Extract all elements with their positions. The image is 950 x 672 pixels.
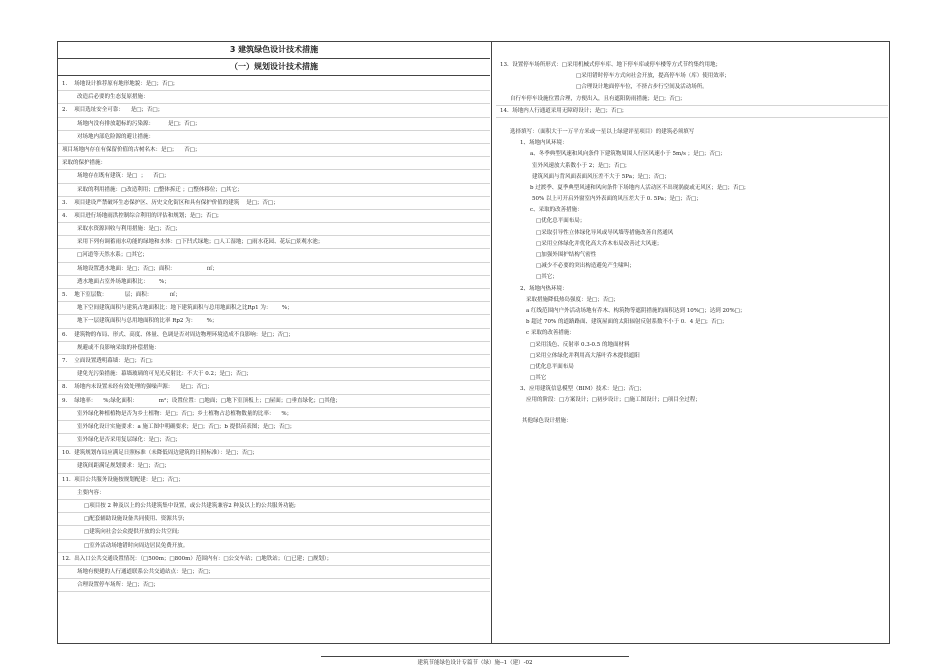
form-line: 采用下列有调蓄雨水功能的绿地和水体：□下凹式绿地；□人工湿地；□雨水花园、花坛□景观水池； (58, 236, 490, 249)
form-line: 12. 出入口公共交通设置情况：（□500m；□800m）范围内有：□公交车站；□地铁站；（□已建；□规划）； (58, 553, 490, 566)
form-line: 1. 场地设计推荐原有地形地貌：是□；否□； (58, 78, 490, 91)
form-line: □配套辅助设施设备共同使用、资源共享; (58, 513, 490, 526)
form-line: 场地有便捷的人行通道联系公共交通站点：是□；否□； (58, 566, 490, 579)
form-line: □项目按 2 种及以上的公共建筑集中设置，或公共建筑兼容2 种及以上的公共服务功能; (58, 500, 490, 513)
form-line: 10. 建筑规划布局应满足日照标准（未降低周边建筑的日照标准）：是□；否□； (58, 447, 490, 460)
form-line: 50% 以上可开启外窗室内外表面的风压差大于 0. 5Pa；是□；否□； (532, 196, 702, 203)
form-line: 建筑间距满足规划要求：是□；否□； (58, 460, 490, 473)
form-line: 对场地内部危险源的避让措施： (58, 131, 490, 144)
section-subtitle: （一）规划设计技术措施 (58, 59, 490, 76)
form-line: □优化总平面布局； (536, 218, 586, 225)
spacer (496, 407, 888, 416)
form-line: 1、场地内风环境： (520, 140, 568, 147)
form-line: 8. 场地内未设置未经有效处理的强噪声源： 是□；否□； (58, 381, 490, 394)
form-line: 场地存在既有建筑：是□ ； 否□； (58, 170, 490, 183)
form-line: 室外风速放大系数小于 2；是□；否□； (532, 162, 631, 169)
form-line: a 红线范围内户外活动场地有乔木、构筑物等遮阴措施的面积达到 10%□；达到 20%□； (526, 307, 746, 314)
spacer (496, 118, 888, 127)
form-line: □采用错时停车方式向社会开放，提高停车场（库）使用效率； (576, 73, 730, 80)
form-line: □采取引导性立体绿化导风或导风墙等措施改善自然通风 (536, 229, 674, 236)
form-line: 建免光污染措施：幕墙玻璃的可见光反射比：不大于 0.2；是□；否□； (58, 368, 490, 381)
form-line: 场地内没有排放超标的污染源： 是□；否□； (58, 118, 490, 131)
form-line: 3. 项目建设严禁破坏生态保护区、历史文化街区和具有保护价值的建筑 是□；否□； (58, 197, 490, 210)
form-line: 5. 地下室层数： 层；面积： ㎡； (58, 289, 490, 302)
form-line: □加强外围护结构气密性 (536, 252, 597, 258)
form-line: 项目场地内存在有保留价值的古树名木：是□； 否□； (58, 144, 490, 157)
form-line: 场地设置透水地面：是□；否□；面积： ㎡； (58, 263, 490, 276)
form-line: □其它 (530, 375, 547, 382)
form-line: 建筑风面与背风面表面风压差不大于 5Pa；是□；否□； (532, 173, 670, 180)
form-line: 7. 立面设置透明幕墙：是□；否□； (58, 355, 490, 368)
form-line: □河道等天然水系；□其它； (58, 249, 490, 262)
right-column (496, 42, 888, 643)
form-line: 地下一层建筑面积与总用地面积的比率 Rp2 为： %； (58, 315, 490, 328)
form-line: □合理设计地面停车位，不挤占步行空间及活动场所。 (576, 84, 708, 91)
form-line: a、冬季典型风速和风向条件下建筑物周围人行区风速小于 5m/s ；是□；否□； (530, 151, 726, 158)
form-line: 其他绿色设计措施： (522, 417, 572, 424)
form-line: 采取的保护措施： (58, 157, 490, 170)
form-line: □优化总平面布局 (530, 363, 574, 370)
form-line: b 过渡季、夏季典型风速和风向条件下场地内人活动区不出现涡旋或无风区；是□；否□； (530, 184, 750, 191)
form-line: 11. 项目公共服务设施按规划配建：是□；否□； (58, 474, 490, 487)
form-line: 3、应用建筑信息模型（BIM）技术：是□；否□； (520, 386, 645, 393)
form-line: 选择填写：（面积大于一万平方米或一星以上绿建评星项目）的建筑必须填写 (510, 128, 695, 135)
form-line: 主要内容： (58, 487, 490, 500)
form-line: 规避或不良影响采取的补偿措施： (58, 342, 490, 355)
form-line: 6. 建筑物的布局、形式、高度、体量、色调是否对周边物理环境造成不良影响：是□；否□； (58, 329, 490, 342)
form-line: 地下空间建筑面积与建筑占地面积比：地下建筑面积与总用地面积之比Rp1 为： %； (58, 302, 490, 315)
page-footer: 建筑节能绿色设计专篇节（绿）施--1（建）-02 (321, 656, 629, 669)
form-line: 自行车停车设施位置合理，方便出入，且有遮阳防雨措施；是□；否□； (496, 94, 888, 106)
left-column (58, 42, 490, 643)
form-line: 应用的阶段：□方案设计；□初步设计；□施工图设计；□项目全过程； (526, 397, 701, 404)
form-line: □减少不必要的突出构造避免产生啸叫； (536, 263, 635, 270)
form-line: c、采取的改善措施： (530, 207, 583, 214)
form-line: 9. 绿地率： %;绿化面积： m²；设置位置：□地面；□地下室顶板上；□屋面；□垂直绿化；□其他； (58, 395, 490, 408)
form-line: 透水地面占室外场地面积比： %； (58, 276, 490, 289)
form-line: 合理设置停车场所：是□；否□； (58, 579, 490, 592)
form-line: □室外活动场地错时向周边居民免费开放。 (58, 540, 490, 553)
form-line: 2. 项目选址安全可靠： 是□；否□； (58, 104, 490, 117)
form-line: 室外绿化设计实施要求：a 施工图中明确要求；是□；否□；b 提供苗表图；是□；否□； (58, 421, 490, 434)
form-line: b 超过 70% 的道路路面、建筑屋面的太阳辐射反射系数不小于 0．4 是□；否□； (526, 319, 728, 326)
form-line: 采取的利用措施：□改造利用；□整体拆迁 ；□整体移位；□其它； (58, 184, 490, 197)
form-line: □采用浅色、反射率 0.3-0.5 的地面材料 (530, 341, 630, 348)
form-line: 采取水资源回收与利用措施：是□；否□； (58, 223, 490, 236)
form-line: c 采取的改善措施： (526, 330, 575, 337)
form-line: □采用立体绿化并利用高大落叶乔木提供遮阳 (530, 352, 640, 359)
form-line: 2、场地内热环境： (520, 285, 568, 292)
section-title: 3 建筑绿色设计技术措施 (58, 42, 490, 59)
form-line: 采取措施降低热岛强度：是□；否□； (526, 296, 619, 303)
form-line: 13. 设置停车场所形式：□采用机械式停车库、地下停车库或停车楼等方式节约集约用地； (500, 62, 721, 68)
column-divider (491, 41, 492, 644)
form-line: 改造后必要的生态复原措施： (58, 91, 490, 104)
form-line: 室外绿化是否采用复层绿化：是□；否□； (58, 434, 490, 447)
form-line: □建筑向社会公众提供开放的公共空间; (58, 526, 490, 539)
right-lines (496, 42, 888, 427)
form-line: □采用立体绿化并优化高大乔木布局改善过大风速； (536, 240, 663, 247)
form-line: □其它； (536, 274, 558, 281)
left-lines (58, 76, 490, 592)
form-line: 4. 项目进行场地雨洪控制综合利用的评估和规划；是□；否□； (58, 210, 490, 223)
form-line: 14. 场地内人行通道采用无障碍设计；是□；否□； (496, 106, 888, 118)
form-line: 室外绿化种植植物是否为乡土植物：是□；否□；乡土植物占总植物数量的比率： %； (58, 408, 490, 421)
